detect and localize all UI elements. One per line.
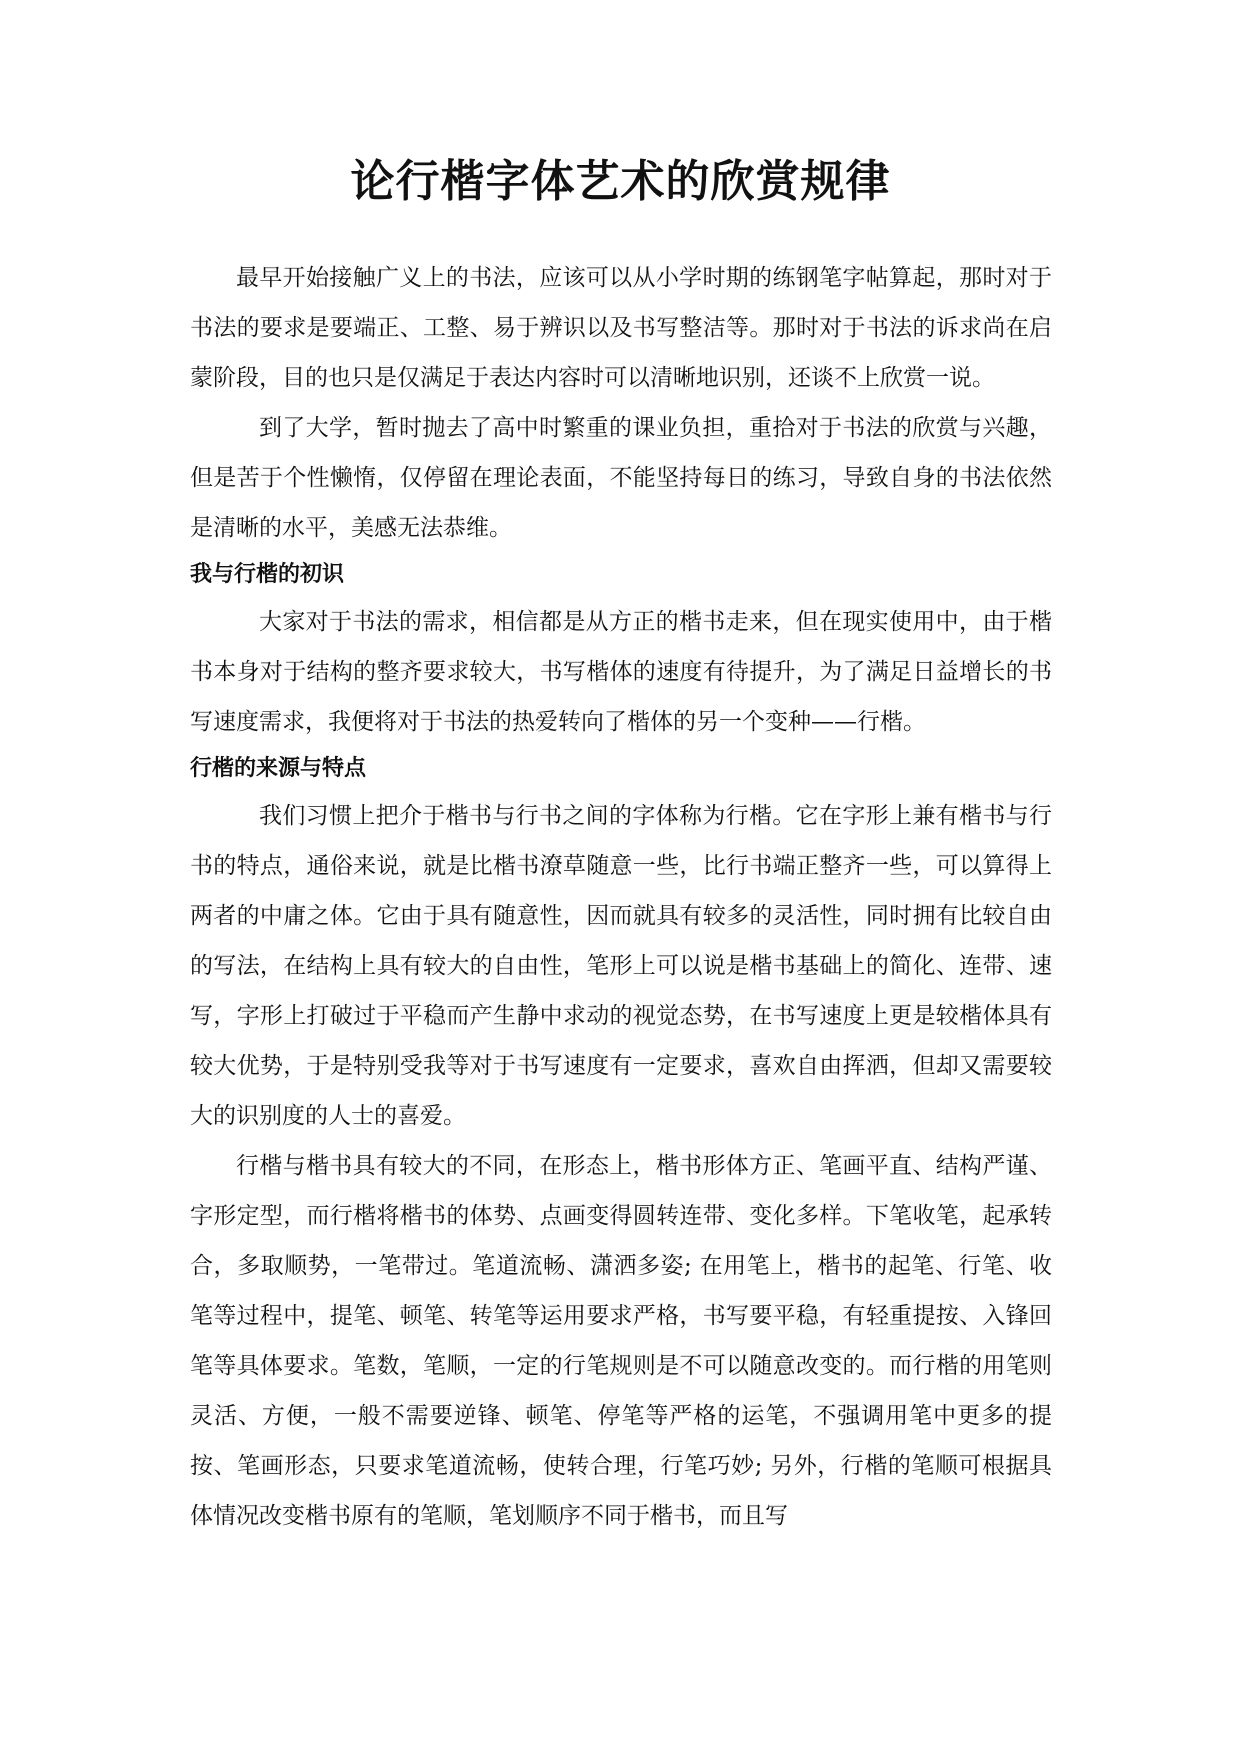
- document-title: 论行楷字体艺术的欣赏规律: [350, 156, 891, 207]
- paragraph-1: 最早开始接触广义上的书法，应该可以从小学时期的练钢笔字帖算起，那时对于书法的要求是要端正、工整、易于辨识以及书写整洁等。那时对于书法的诉求尚在启蒙阶段，目的也只是仅满足于表达内容时可以清晰地识别，还谈不上欣赏一说。: [190, 265, 1052, 391]
- section-heading-1: 我与行楷的初识: [190, 562, 345, 587]
- paragraph-5: 行楷与楷书具有较大的不同，在形态上，楷书形体方正、笔画平直、结构严谨、字形定型，而行楷将楷书的体势、点画变得圆转连带、变化多样。下笔收笔，起承转合，多取顺势，一笔带过。笔道流畅、潇洒多姿; 在用笔上，楷书的起笔、行笔、收笔等过程中，提笔、顿笔、转笔等运用要求严格，书写要平稳，有轻重提按、入锋回笔等具体要求。笔数，笔顺，一定的行笔规则是不可以随意改变的。而行楷的用笔则灵活、方便，一般不需要逆锋、顿笔、停笔等严格的运笔，不强调用笔中更多的提按、笔画形态，只要求笔道流畅，使转合理，行笔巧妙; 另外，行楷的笔顺可根据具体情况改变楷书原有的笔顺，笔划顺序不同于楷书，而且写: [190, 1153, 1052, 1529]
- paragraph-4: 我们习惯上把介于楷书与行书之间的字体称为行楷。它在字形上兼有楷书与行书的特点，通俗来说，就是比楷书潦草随意一些，比行书端正整齐一些，可以算得上两者的中庸之体。它由于具有随意性，因而就具有较多的灵活性，同时拥有比较自由的写法，在结构上具有较大的自由性，笔形上可以说是楷书基础上的简化、连带、速写，字形上打破过于平稳而产生静中求动的视觉态势，在书写速度上更是较楷体具有较大优势，于是特别受我等对于书写速度有一定要求，喜欢自由挥洒，但却又需要较大的识别度的人士的喜爱。: [190, 803, 1052, 1129]
- section-heading-2: 行楷的来源与特点: [190, 756, 367, 781]
- document-body: [190, 253, 1052, 1541]
- paragraph-2: 到了大学，暂时抛去了高中时繁重的课业负担，重拾对于书法的欣赏与兴趣，但是苦于个性懒惰，仅停留在理论表面，不能坚持每日的练习，导致自身的书法依然是清晰的水平，美感无法恭维。: [190, 415, 1052, 541]
- paragraph-3: 大家对于书法的需求，相信都是从方正的楷书走来，但在现实使用中，由于楷书本身对于结构的整齐要求较大，书写楷体的速度有待提升，为了满足日益增长的书写速度需求，我便将对于书法的热爱转向了楷体的另一个变种——行楷。: [190, 609, 1052, 735]
